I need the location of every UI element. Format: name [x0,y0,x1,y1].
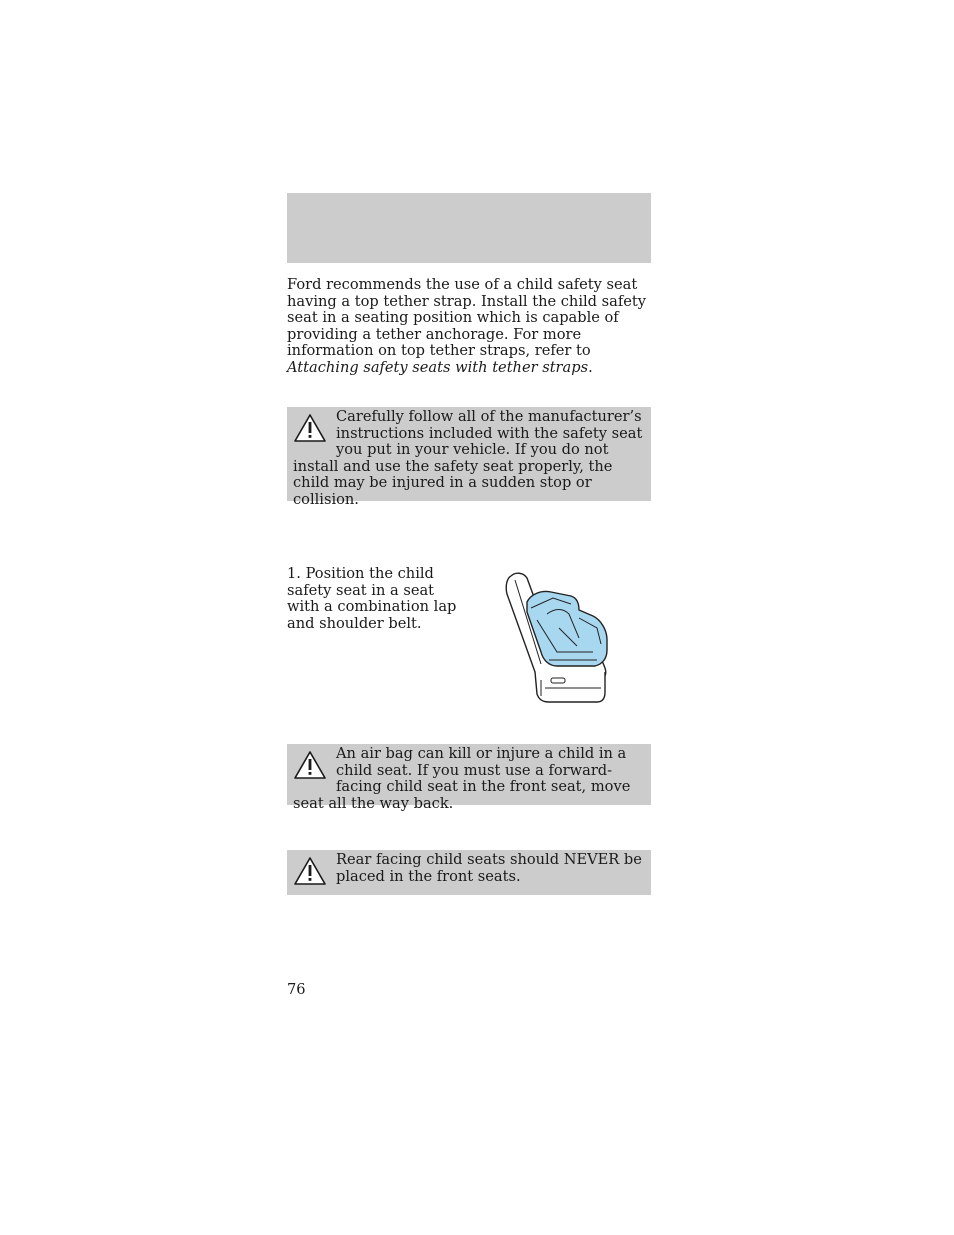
intro-text-end: . [588,358,593,376]
cross-reference-link: Attaching safety seats with tether straps [287,358,589,376]
step-1 [287,566,457,632]
page-number: 76 [287,981,306,998]
child-safety-seat-icon [497,568,621,706]
intro-text: Ford recommends the use of a child safety seat having a top tether strap. Install the child safety seat in a seating position which is capable of providing a tether anchorage. For more information on top tether straps, refer to [287,276,646,359]
step-text: 1. Position the child safety seat in a seat with a combination lap and shoulder belt. [287,565,457,632]
warning-triangle-icon [293,750,327,780]
warning-box-rear-facing [287,850,651,895]
intro-paragraph [287,277,657,376]
warning-text: Carefully follow all of the manufacturer’s instructions included with the safety seat you put in your vehicle. If you do not install and use the safety seat properly, the child may be injured in a sudden stop or collision. [293,408,643,508]
section-header-band [287,193,651,263]
warning-box-air-bag [287,744,651,812]
warning-triangle-icon [293,413,327,443]
warning-text: An air bag can kill or injure a child in a child seat. If you must use a forward-facing child seat in the front seat, move seat all the way back. [293,745,631,812]
warning-text: Rear facing child seats should NEVER be placed in the front seats. [336,851,642,885]
warning-triangle-icon [293,856,327,886]
warning-box-manufacturer-instructions [287,407,651,508]
